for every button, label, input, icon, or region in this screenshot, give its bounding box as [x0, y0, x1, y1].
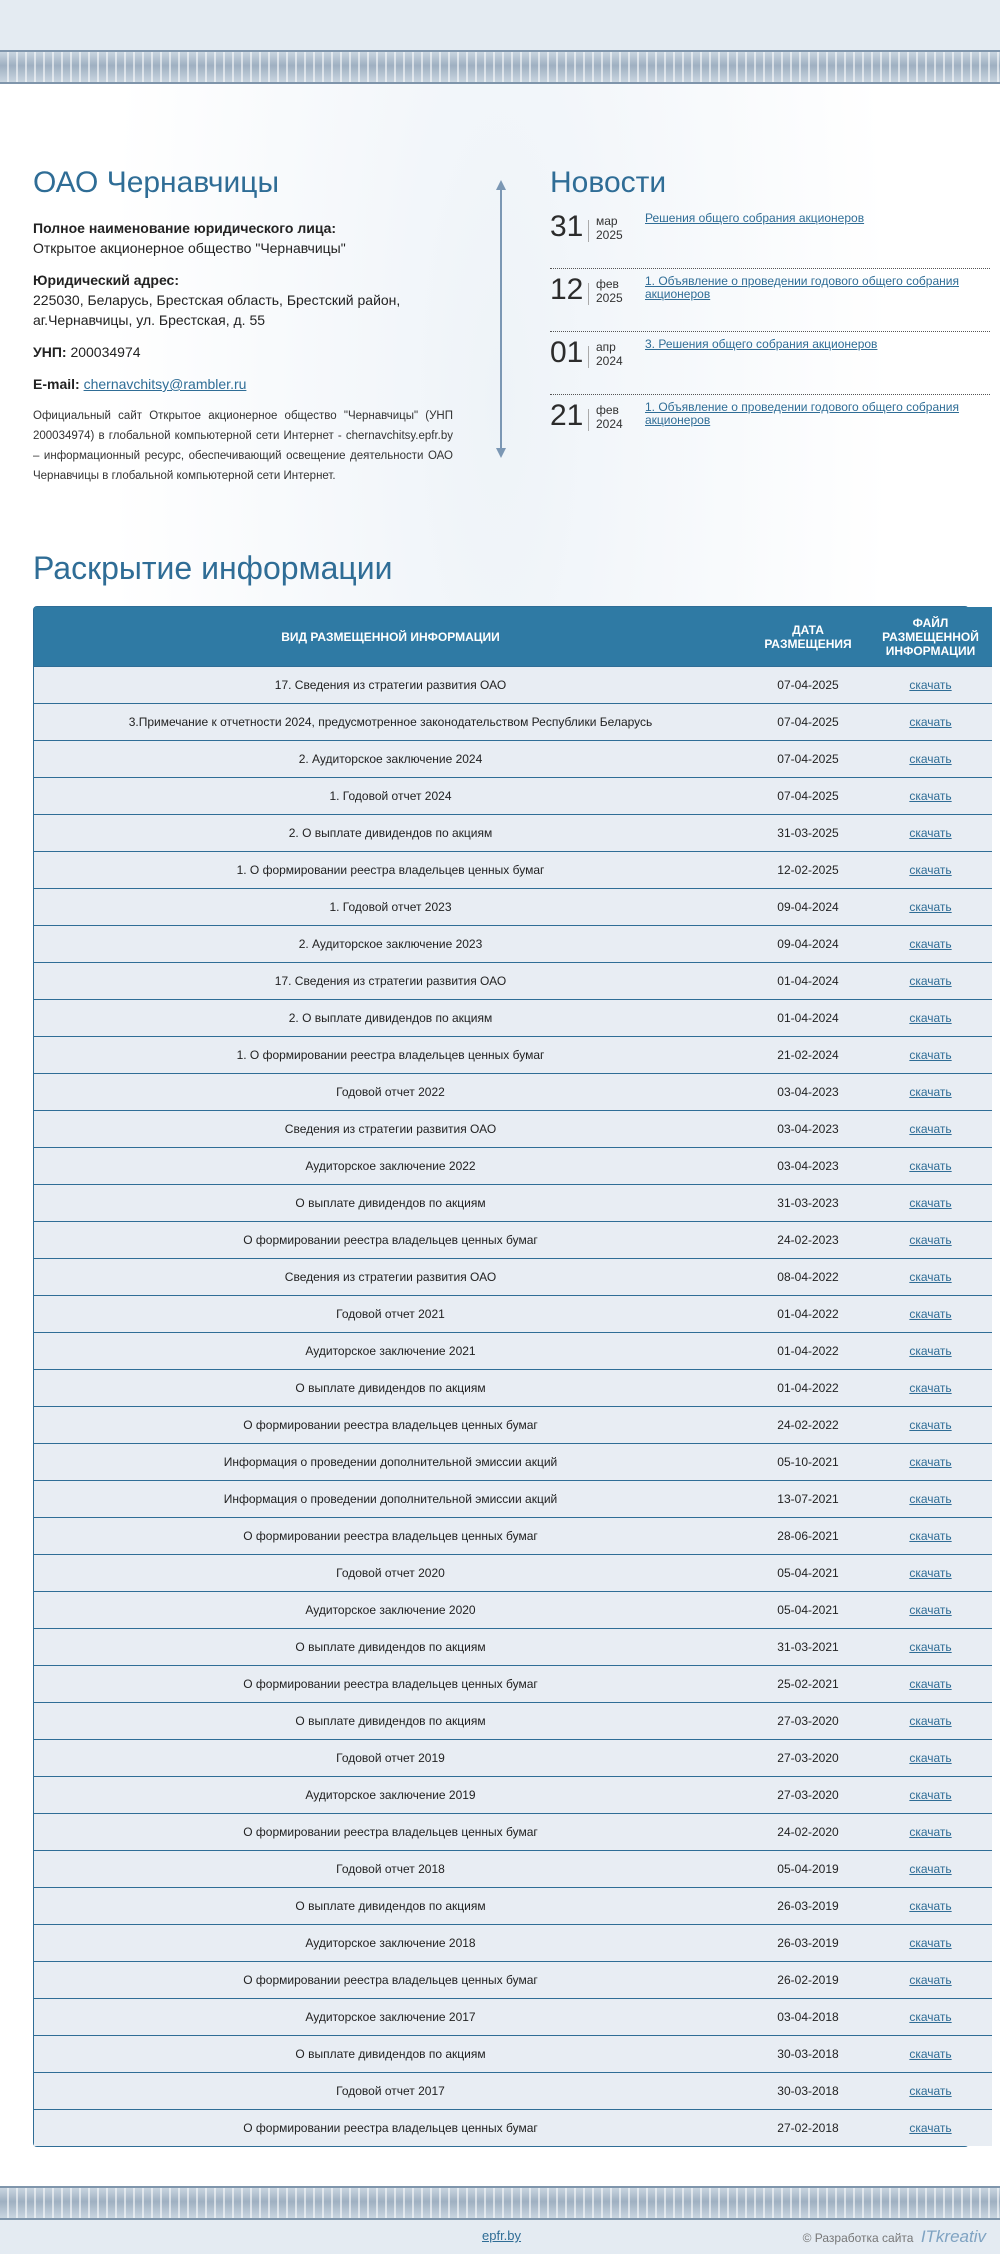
download-link[interactable]: скачать: [909, 1344, 952, 1358]
news-link[interactable]: Решения общего собрания акционеров: [645, 211, 865, 225]
date-cell: 03-04-2023: [747, 1074, 869, 1111]
news-day: 01: [550, 336, 584, 369]
date-cell: 09-04-2024: [747, 926, 869, 963]
file-cell: [869, 1814, 992, 1851]
info-type-cell: О выплате дивидендов по акциям: [34, 1370, 747, 1407]
news-year: 2024: [596, 417, 623, 431]
date-cell: 28-06-2021: [747, 1518, 869, 1555]
disclosure-table: [33, 606, 979, 2147]
download-link[interactable]: скачать: [909, 1492, 952, 1506]
table-row: [34, 2110, 992, 2147]
download-link[interactable]: скачать: [909, 1973, 952, 1987]
table-row: [34, 1518, 992, 1555]
info-type-cell: Аудиторское заключение 2018: [34, 1925, 747, 1962]
header-info-type: ВИД РАЗМЕЩЕННОЙ ИНФОРМАЦИИ: [34, 607, 747, 667]
table-row: [34, 852, 992, 889]
file-cell: [869, 2073, 992, 2110]
info-type-cell: Годовой отчет 2022: [34, 1074, 747, 1111]
date-cell: 05-04-2021: [747, 1555, 869, 1592]
file-cell: [869, 1296, 992, 1333]
email-link[interactable]: chernavchitsy@rambler.ru: [83, 376, 247, 392]
disclosure-title: Раскрытие информации: [33, 550, 393, 586]
file-cell: [869, 1666, 992, 1703]
date-cell: 21-02-2024: [747, 1037, 869, 1074]
download-link[interactable]: скачать: [909, 863, 952, 877]
download-link[interactable]: скачать: [909, 2047, 952, 2061]
file-cell: [869, 1740, 992, 1777]
download-link[interactable]: скачать: [909, 678, 952, 692]
file-cell: [869, 2036, 992, 2073]
file-cell: [869, 1555, 992, 1592]
download-link[interactable]: скачать: [909, 1825, 952, 1839]
date-cell: 13-07-2021: [747, 1481, 869, 1518]
table-row: [34, 1481, 992, 1518]
news-list: [550, 206, 990, 457]
table-row: [34, 778, 992, 815]
date-cell: 05-04-2021: [747, 1592, 869, 1629]
news-item: [550, 332, 990, 395]
download-link[interactable]: скачать: [909, 1529, 952, 1543]
table-row: [34, 1629, 992, 1666]
table-row: [34, 1555, 992, 1592]
download-link[interactable]: скачать: [909, 1788, 952, 1802]
news-item: [550, 206, 990, 269]
date-cell: 25-02-2021: [747, 1666, 869, 1703]
file-cell: [869, 889, 992, 926]
file-cell: [869, 1703, 992, 1740]
info-type-cell: Сведения из стратегии развития ОАО: [34, 1111, 747, 1148]
file-cell: [869, 1888, 992, 1925]
news-day: 12: [550, 273, 584, 306]
date-cell: 07-04-2025: [747, 741, 869, 778]
news-month: фев: [596, 403, 619, 417]
table-row: [34, 1407, 992, 1444]
info-type-cell: О формировании реестра владельцев ценных бумаг: [34, 1962, 747, 1999]
download-link[interactable]: скачать: [909, 1936, 952, 1950]
info-type-cell: 3.Примечание к отчетности 2024, предусмотренное законодательством Республики Беларусь: [34, 704, 747, 741]
date-cell: 26-03-2019: [747, 1888, 869, 1925]
news-date-separator: [588, 220, 589, 242]
date-cell: 27-02-2018: [747, 2110, 869, 2147]
table-row: [34, 889, 992, 926]
info-type-cell: О выплате дивидендов по акциям: [34, 1703, 747, 1740]
date-cell: 31-03-2023: [747, 1185, 869, 1222]
news-month-year: [596, 340, 623, 368]
file-cell: [869, 1333, 992, 1370]
table-row: [34, 926, 992, 963]
footer-epfr-link[interactable]: epfr.by: [482, 2228, 522, 2243]
unp-value: 200034974: [70, 344, 141, 360]
download-link[interactable]: скачать: [909, 1122, 952, 1136]
file-cell: [869, 1999, 992, 2036]
table-row: [34, 1333, 992, 1370]
table-row: [34, 1074, 992, 1111]
table-row: [34, 667, 992, 704]
download-link[interactable]: скачать: [909, 1751, 952, 1765]
info-type-cell: Годовой отчет 2017: [34, 2073, 747, 2110]
info-type-cell: 2. Аудиторское заключение 2024: [34, 741, 747, 778]
date-cell: 24-02-2020: [747, 1814, 869, 1851]
date-cell: 27-03-2020: [747, 1703, 869, 1740]
file-cell: [869, 1444, 992, 1481]
date-cell: 07-04-2025: [747, 667, 869, 704]
news-month-year: [596, 214, 623, 242]
download-link[interactable]: скачать: [909, 789, 952, 803]
table-row: [34, 1370, 992, 1407]
fullname-value: Открытое акционерное общество "Чернавчицы": [33, 240, 346, 256]
file-cell: [869, 1851, 992, 1888]
table-row: [34, 1111, 992, 1148]
table-row: [34, 1148, 992, 1185]
address-value: 225030, Беларусь, Брестская область, Брестский район, аг.Чернавчицы, ул. Брестская, д. 55: [33, 292, 401, 328]
download-link[interactable]: скачать: [909, 1862, 952, 1876]
info-type-cell: О выплате дивидендов по акциям: [34, 1888, 747, 1925]
table-row: [34, 1703, 992, 1740]
info-type-cell: 2. О выплате дивидендов по акциям: [34, 815, 747, 852]
file-cell: [869, 1037, 992, 1074]
download-link[interactable]: скачать: [909, 1011, 952, 1025]
news-day: 21: [550, 399, 584, 432]
info-type-cell: 1. О формировании реестра владельцев ценных бумаг: [34, 1037, 747, 1074]
date-cell: 01-04-2024: [747, 963, 869, 1000]
date-cell: 27-03-2020: [747, 1740, 869, 1777]
company-email: [33, 374, 453, 394]
header-file: ФАЙЛ РАЗМЕЩЕННОЙ ИНФОРМАЦИИ: [869, 607, 992, 667]
news-month-year: [596, 277, 623, 305]
table-row: [34, 1592, 992, 1629]
date-cell: 03-04-2023: [747, 1148, 869, 1185]
company-address: [33, 270, 453, 330]
info-type-cell: О выплате дивидендов по акциям: [34, 1185, 747, 1222]
info-type-cell: О формировании реестра владельцев ценных бумаг: [34, 2110, 747, 2147]
info-type-cell: 17. Сведения из стратегии развития ОАО: [34, 667, 747, 704]
info-type-cell: Годовой отчет 2018: [34, 1851, 747, 1888]
table-row: [34, 1185, 992, 1222]
download-link[interactable]: скачать: [909, 1640, 952, 1654]
email-label: E-mail:: [33, 376, 80, 392]
date-cell: 01-04-2022: [747, 1296, 869, 1333]
download-link[interactable]: скачать: [909, 1899, 952, 1913]
table-row: [34, 1777, 992, 1814]
date-cell: 31-03-2025: [747, 815, 869, 852]
date-cell: 08-04-2022: [747, 1259, 869, 1296]
file-cell: [869, 778, 992, 815]
info-type-cell: 1. Годовой отчет 2024: [34, 778, 747, 815]
info-type-cell: 1. О формировании реестра владельцев ценных бумаг: [34, 852, 747, 889]
download-link[interactable]: скачать: [909, 974, 952, 988]
table-row: [34, 1962, 992, 1999]
news-month: мар: [596, 214, 618, 228]
file-cell: [869, 1000, 992, 1037]
file-cell: [869, 1148, 992, 1185]
file-cell: [869, 1925, 992, 1962]
info-type-cell: 2. О выплате дивидендов по акциям: [34, 1000, 747, 1037]
info-type-cell: Годовой отчет 2019: [34, 1740, 747, 1777]
info-type-cell: 17. Сведения из стратегии развития ОАО: [34, 963, 747, 1000]
download-link[interactable]: скачать: [909, 2010, 952, 2024]
table-row: [34, 2036, 992, 2073]
date-cell: 07-04-2025: [747, 778, 869, 815]
date-cell: 26-02-2019: [747, 1962, 869, 1999]
info-type-cell: Информация о проведении дополнительной эмиссии акций: [34, 1444, 747, 1481]
file-cell: [869, 1518, 992, 1555]
table-row: [34, 1888, 992, 1925]
date-cell: 03-04-2023: [747, 1111, 869, 1148]
download-link[interactable]: скачать: [909, 715, 952, 729]
date-cell: 07-04-2025: [747, 704, 869, 741]
table-row: [34, 2073, 992, 2110]
table-body: [34, 667, 992, 2147]
table-row: [34, 1814, 992, 1851]
info-type-cell: О формировании реестра владельцев ценных бумаг: [34, 1222, 747, 1259]
download-link[interactable]: скачать: [909, 1714, 952, 1728]
bottom-ornament-band: [0, 2186, 1000, 2220]
file-cell: [869, 1111, 992, 1148]
news-month-year: [596, 403, 623, 431]
table-row: [34, 1444, 992, 1481]
table-row: [34, 1999, 992, 2036]
download-link[interactable]: скачать: [909, 1270, 952, 1284]
file-cell: [869, 1962, 992, 1999]
file-cell: [869, 963, 992, 1000]
file-cell: [869, 1074, 992, 1111]
news-year: 2024: [596, 354, 623, 368]
info-type-cell: О формировании реестра владельцев ценных бумаг: [34, 1518, 747, 1555]
file-cell: [869, 815, 992, 852]
company-unp: [33, 342, 453, 362]
file-cell: [869, 741, 992, 778]
download-link[interactable]: скачать: [909, 2084, 952, 2098]
top-strip: [0, 0, 1000, 52]
footer: [0, 2220, 1000, 2254]
file-cell: [869, 704, 992, 741]
file-cell: [869, 1592, 992, 1629]
news-link[interactable]: 3. Решения общего собрания акционеров: [645, 337, 878, 351]
news-link[interactable]: 1. Объявление о проведении годового общего собрания акционеров: [645, 274, 959, 301]
info-type-cell: Аудиторское заключение 2019: [34, 1777, 747, 1814]
company-fullname: [33, 218, 453, 258]
unp-label: УНП:: [33, 344, 67, 360]
company-description: Официальный сайт Открытое акционерное общество "Чернавчицы" (УНП 200034974) в глобальной компьютерной сети Интернет - chernavchitsy.epfr.by – информационный ресурс, обеспечивающий освещение деятельности ОАО Чернавчицы в глобальной компьютерной сети Интернет.: [33, 410, 453, 482]
header-date: ДАТА РАЗМЕЩЕНИЯ: [747, 607, 869, 667]
table-header-row: [34, 607, 992, 667]
date-cell: 27-03-2020: [747, 1777, 869, 1814]
date-cell: 01-04-2022: [747, 1370, 869, 1407]
download-link[interactable]: скачать: [909, 900, 952, 914]
developer-label: © Разработка сайта: [802, 2231, 914, 2245]
top-ornament-band: [0, 50, 1000, 84]
download-link[interactable]: скачать: [909, 826, 952, 840]
info-type-cell: Аудиторское заключение 2017: [34, 1999, 747, 2036]
file-cell: [869, 2110, 992, 2147]
info-type-cell: О выплате дивидендов по акциям: [34, 2036, 747, 2073]
developer-brand-logo[interactable]: ITkreativ: [920, 2227, 986, 2246]
vertical-divider: [500, 188, 502, 450]
date-cell: 09-04-2024: [747, 889, 869, 926]
download-link[interactable]: скачать: [909, 752, 952, 766]
info-type-cell: Аудиторское заключение 2020: [34, 1592, 747, 1629]
table-row: [34, 1296, 992, 1333]
table-row: [34, 1925, 992, 1962]
file-cell: [869, 1222, 992, 1259]
date-cell: 31-03-2021: [747, 1629, 869, 1666]
news-month: апр: [596, 340, 616, 354]
info-type-cell: Аудиторское заключение 2021: [34, 1333, 747, 1370]
date-cell: 01-04-2022: [747, 1333, 869, 1370]
table-row: [34, 1666, 992, 1703]
table-row: [34, 1851, 992, 1888]
date-cell: 24-02-2022: [747, 1407, 869, 1444]
news-item: [550, 269, 990, 332]
date-cell: 12-02-2025: [747, 852, 869, 889]
info-type-cell: О формировании реестра владельцев ценных бумаг: [34, 1407, 747, 1444]
file-cell: [869, 1481, 992, 1518]
info-type-cell: Сведения из стратегии развития ОАО: [34, 1259, 747, 1296]
news-section: [550, 166, 990, 457]
download-link[interactable]: скачать: [909, 1196, 952, 1210]
news-year: 2025: [596, 228, 623, 242]
download-link[interactable]: скачать: [909, 1233, 952, 1247]
table-row: [34, 1740, 992, 1777]
footer-developer: [803, 2227, 986, 2247]
address-label: Юридический адрес:: [33, 272, 179, 288]
file-cell: [869, 1259, 992, 1296]
table-row: [34, 963, 992, 1000]
date-cell: 26-03-2019: [747, 1925, 869, 1962]
date-cell: 05-10-2021: [747, 1444, 869, 1481]
table-row: [34, 741, 992, 778]
table-row: [34, 1259, 992, 1296]
info-type-cell: О формировании реестра владельцев ценных бумаг: [34, 1814, 747, 1851]
fullname-label: Полное наименование юридического лица:: [33, 220, 337, 236]
date-cell: 24-02-2023: [747, 1222, 869, 1259]
file-cell: [869, 667, 992, 704]
news-title: Новости: [550, 166, 667, 199]
news-date-separator: [588, 283, 589, 305]
date-cell: 30-03-2018: [747, 2073, 869, 2110]
news-date-separator: [588, 409, 589, 431]
download-link[interactable]: скачать: [909, 1381, 952, 1395]
table-row: [34, 1000, 992, 1037]
news-link[interactable]: 1. Объявление о проведении годового общего собрания акционеров: [645, 400, 959, 427]
info-type-cell: Аудиторское заключение 2022: [34, 1148, 747, 1185]
download-link[interactable]: скачать: [909, 1159, 952, 1173]
info-type-cell: О формировании реестра владельцев ценных бумаг: [34, 1666, 747, 1703]
download-link[interactable]: скачать: [909, 1455, 952, 1469]
table-row: [34, 1037, 992, 1074]
info-type-cell: Годовой отчет 2021: [34, 1296, 747, 1333]
news-month: фев: [596, 277, 619, 291]
download-link[interactable]: скачать: [909, 1603, 952, 1617]
company-info: [33, 166, 453, 486]
download-link[interactable]: скачать: [909, 937, 952, 951]
date-cell: 01-04-2024: [747, 1000, 869, 1037]
table-row: [34, 704, 992, 741]
table-row: [34, 815, 992, 852]
date-cell: 05-04-2019: [747, 1851, 869, 1888]
company-title: ОАО Чернавчицы: [33, 166, 280, 199]
file-cell: [869, 1629, 992, 1666]
file-cell: [869, 1407, 992, 1444]
date-cell: 30-03-2018: [747, 2036, 869, 2073]
news-date-separator: [588, 346, 589, 368]
info-type-cell: Информация о проведении дополнительной эмиссии акций: [34, 1481, 747, 1518]
download-link[interactable]: скачать: [909, 1418, 952, 1432]
file-cell: [869, 1185, 992, 1222]
news-item: [550, 395, 990, 457]
download-link[interactable]: скачать: [909, 1307, 952, 1321]
download-link[interactable]: скачать: [909, 1566, 952, 1580]
date-cell: 03-04-2018: [747, 1999, 869, 2036]
news-day: 31: [550, 210, 584, 243]
info-type-cell: Годовой отчет 2020: [34, 1555, 747, 1592]
download-link[interactable]: скачать: [909, 1085, 952, 1099]
news-year: 2025: [596, 291, 623, 305]
file-cell: [869, 1370, 992, 1407]
file-cell: [869, 852, 992, 889]
info-type-cell: 2. Аудиторское заключение 2023: [34, 926, 747, 963]
download-link[interactable]: скачать: [909, 1048, 952, 1062]
info-type-cell: 1. Годовой отчет 2023: [34, 889, 747, 926]
file-cell: [869, 1777, 992, 1814]
file-cell: [869, 926, 992, 963]
download-link[interactable]: скачать: [909, 2121, 952, 2135]
info-type-cell: О выплате дивидендов по акциям: [34, 1629, 747, 1666]
download-link[interactable]: скачать: [909, 1677, 952, 1691]
table-row: [34, 1222, 992, 1259]
